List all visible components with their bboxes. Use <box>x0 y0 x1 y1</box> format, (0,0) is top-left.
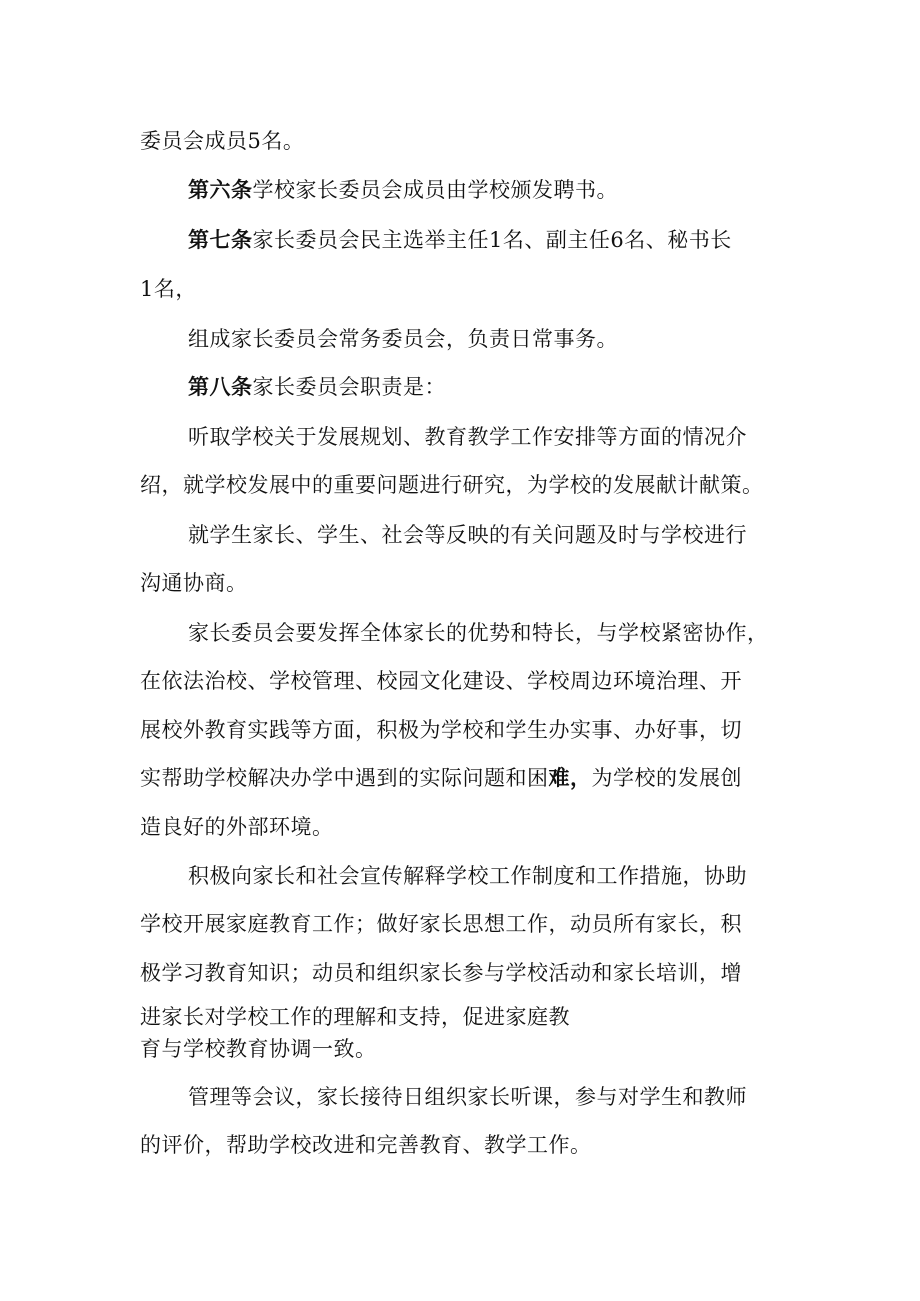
text-line: 造良好的外部环境。 <box>140 815 334 839</box>
text-line: 积极向家长和社会宣传解释学校工作制度和工作措施，协助 <box>188 864 747 888</box>
text-line <box>140 763 742 793</box>
article-heading: 第八条 <box>188 374 253 399</box>
text-line: 展校外教育实践等方面，积极为学校和学生办实事、办好事，切 <box>140 718 742 742</box>
text-line: 育与学校教育协调一致。 <box>140 1037 377 1061</box>
text-line: 进家长对学校工作的理解和支持，促进家庭教 <box>140 1005 570 1029</box>
text-line: 极学习教育知识；动员和组织家长参与学校活动和家长培训，增 <box>140 961 742 985</box>
text-line: 委员会成员5名。 <box>140 129 305 153</box>
article-text: 家长委员会民主选举主任1名、副主任6名、秘书长 <box>252 228 732 252</box>
text-line: 听取学校关于发展规划、教育教学工作安排等方面的情况介 <box>188 425 747 449</box>
text-line: 1名， <box>140 277 197 301</box>
text-line: 的评价，帮助学校改进和完善教育、教学工作。 <box>140 1133 592 1157</box>
text-segment: 实帮助学校解决办学中遇到的实际问题和困 <box>140 766 549 790</box>
article-paragraph <box>188 175 618 205</box>
text-line: 组成家长委员会常务委员会，负责日常事务。 <box>188 327 618 351</box>
text-line: 管理等会议，家长接待日组织家长听课，参与对学生和教师 <box>188 1085 747 1109</box>
article-text: 家长委员会职责是： <box>252 375 446 399</box>
text-line: 家长委员会要发挥全体家长的优势和特长，与学校紧密协作， <box>188 621 769 645</box>
bold-segment: 难， <box>548 765 592 790</box>
text-line: 在依法治校、学校管理、校园文化建设、学校周边环境治理、开 <box>140 669 742 693</box>
text-line: 就学生家长、学生、社会等反映的有关问题及时与学校进行 <box>188 523 747 547</box>
text-line: 沟通协商。 <box>140 571 248 595</box>
article-paragraph <box>188 225 732 255</box>
article-heading: 第七条 <box>188 227 253 252</box>
article-heading: 第六条 <box>188 177 253 202</box>
text-segment: 为学校的发展创 <box>591 766 742 790</box>
article-paragraph <box>188 372 446 402</box>
article-text: 学校家长委员会成员由学校颁发聘书。 <box>252 178 618 202</box>
text-line: 绍，就学校发展中的重要问题进行研究，为学校的发展献计献策。 <box>140 473 764 497</box>
text-line: 学校开展家庭教育工作；做好家长思想工作，动员所有家长，积 <box>140 912 742 936</box>
